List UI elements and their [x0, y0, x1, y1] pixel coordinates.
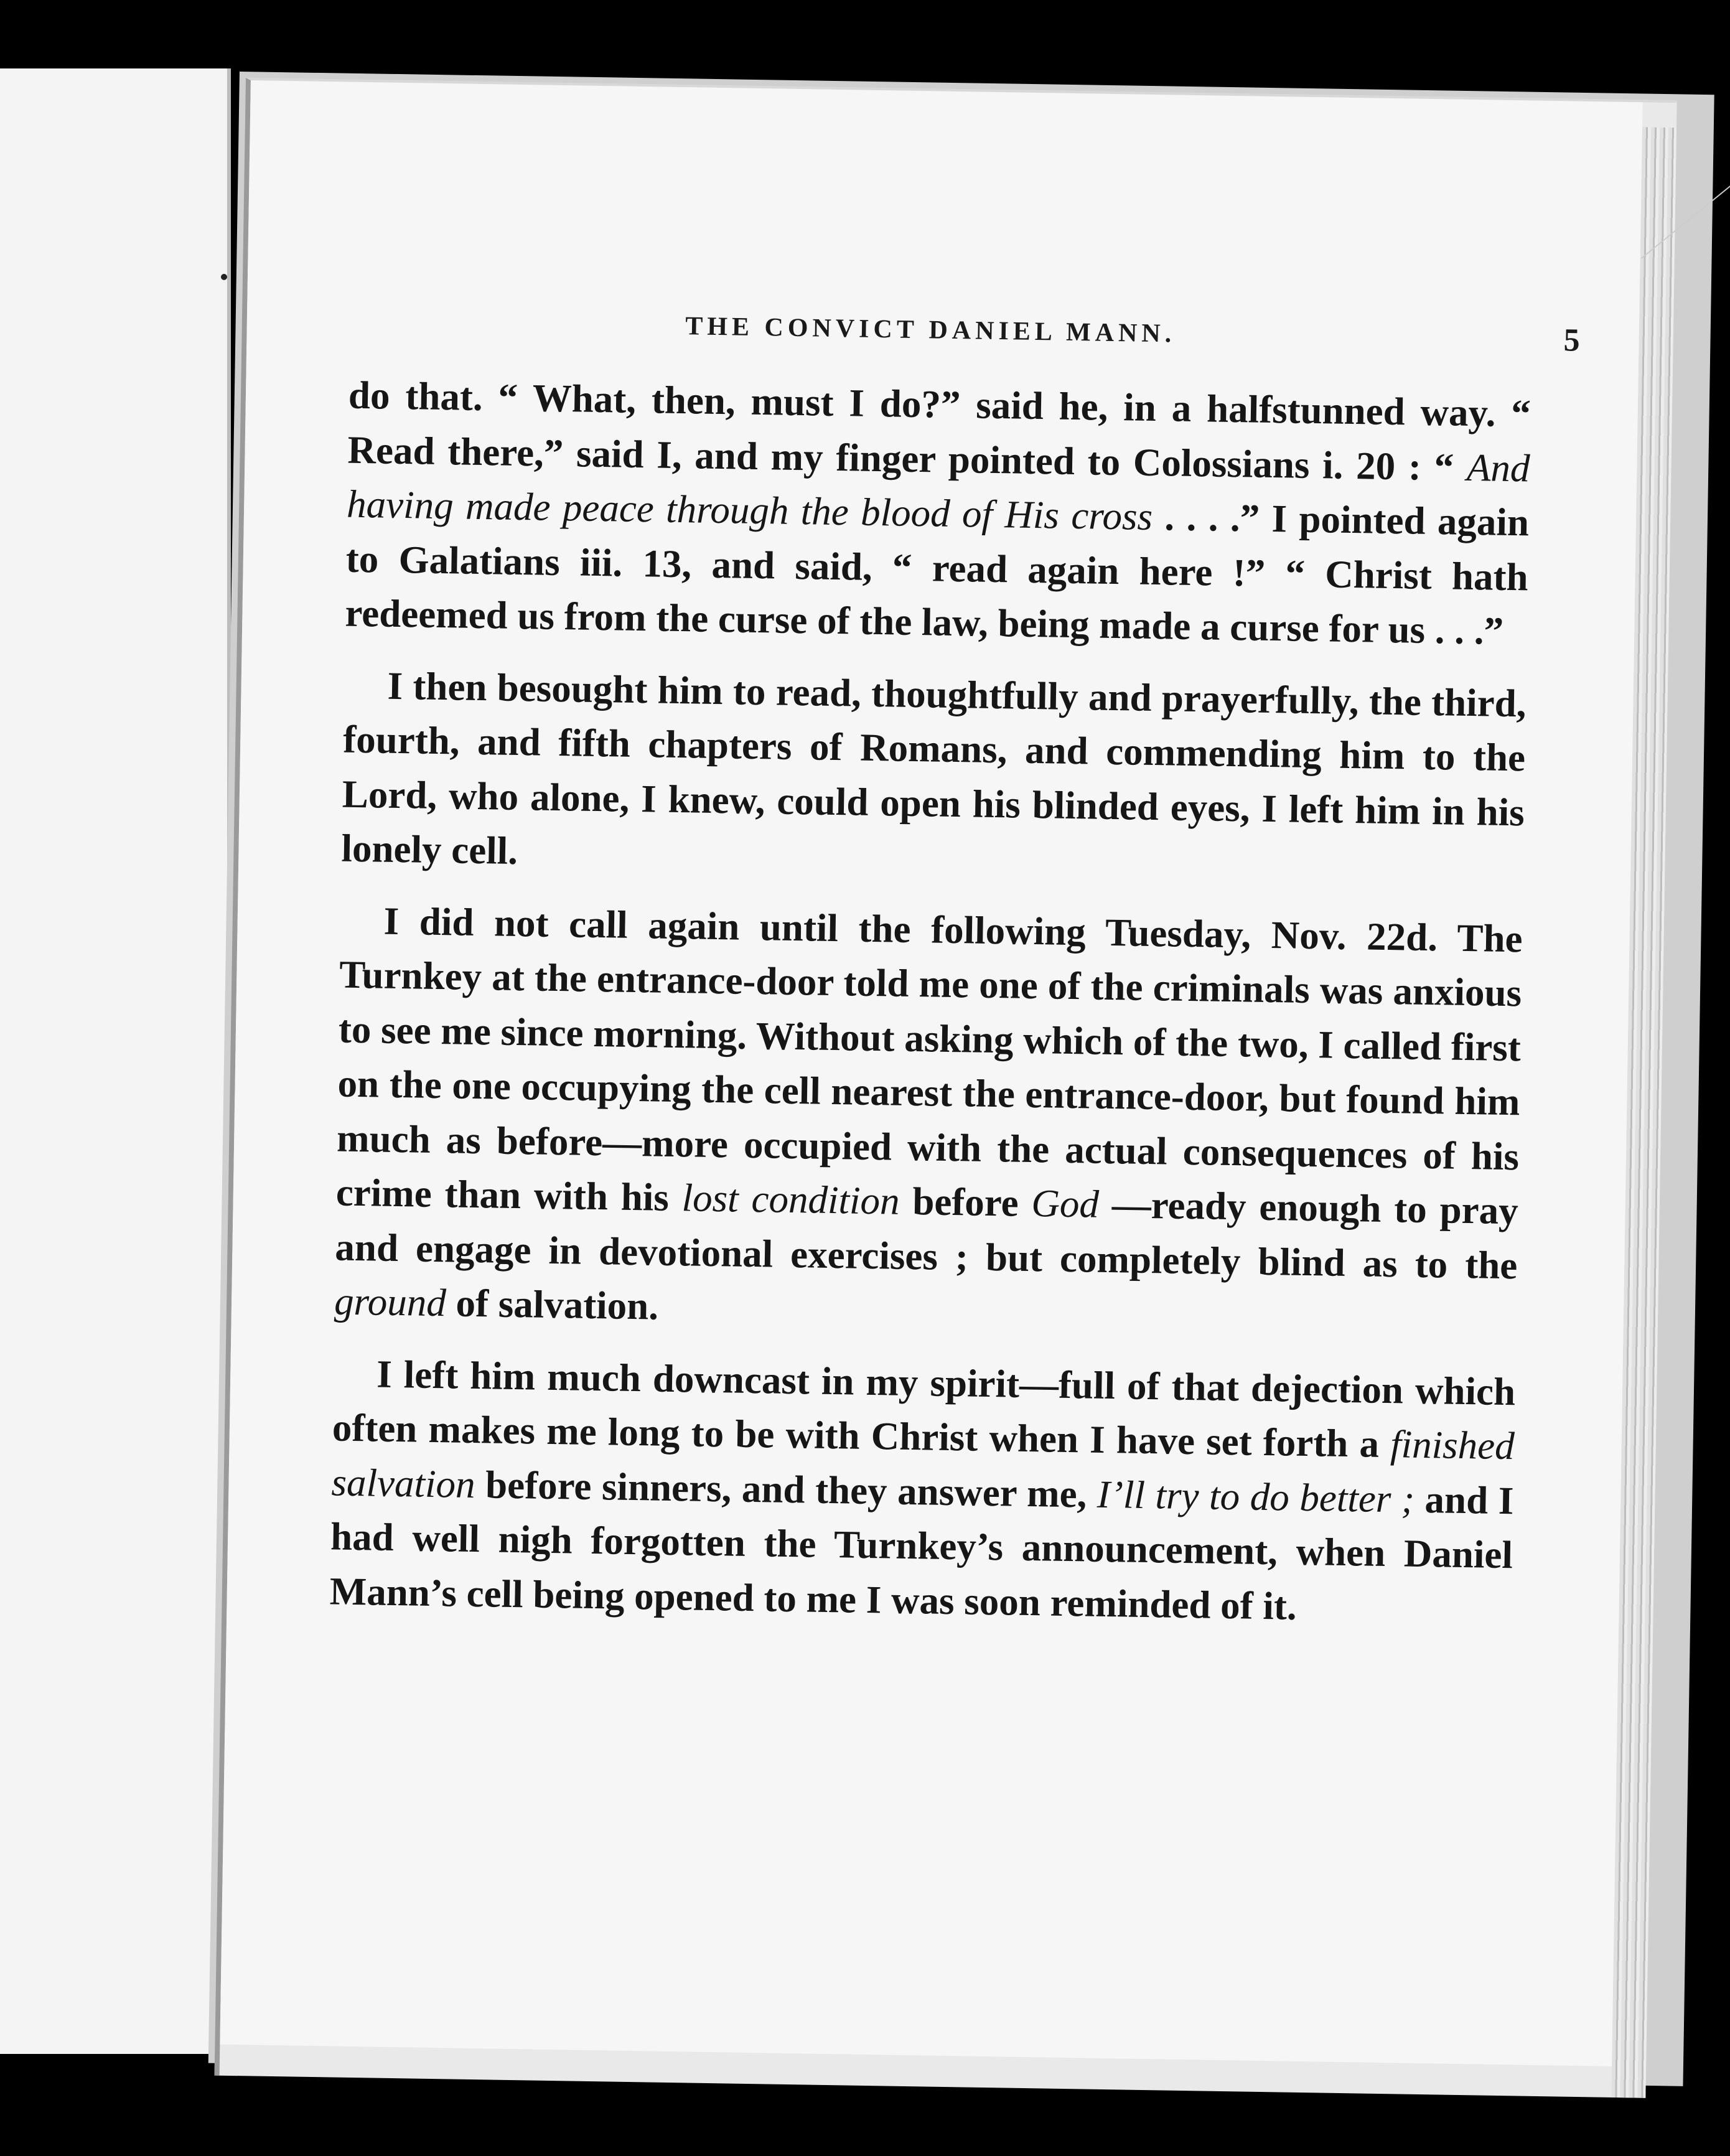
- paragraph: [334, 893, 1523, 1348]
- italic-phrase: finished salvation: [331, 1422, 1515, 1506]
- italic-phrase: lost condition: [681, 1176, 900, 1223]
- italic-phrase: And having made peace through the blood of His cross: [346, 445, 1530, 538]
- text-run: . . . .” I pointed again to Galatians iii. 13, and said, “ read again here !” “ Christ hath redeemed us from the curse of the law, being made a curse for us . . .”: [344, 494, 1530, 653]
- text-run: before: [899, 1179, 1032, 1226]
- running-head: THE CONVICT DANIEL MANN.: [685, 312, 1176, 349]
- text-run: I did not call again until the following Tuesday, Nov. 22d. The Turnkey at the entrance-door told me one of the criminals was anxious to see me since morning. Without asking which of the two, I called first on the one occupying the cell nearest the entrance-door, but found him much as before—more occupied with the actual consequences of his crime than with his: [335, 899, 1523, 1220]
- text-run: I then besought him to read, thoughtfully and prayerfully, the third, fourth, and fifth chapters of Romans, and commending him to the Lord, who alone, I knew, could open his blinded eyes, I left him in his lonely cell.: [341, 663, 1527, 873]
- text-run: —ready enough to pray and engage in devotional exercises ; but completely blind as to the: [334, 1182, 1519, 1287]
- text-run: and I had well nigh forgotten the Turnkey’s announcement, when Daniel Mann’s cell being opened to me I was soon reminded of it.: [329, 1477, 1514, 1628]
- italic-phrase: God: [1031, 1181, 1100, 1226]
- italic-phrase: I’ll try to do better ;: [1096, 1472, 1415, 1521]
- facing-page-blank: [0, 68, 231, 2054]
- paragraph: [345, 368, 1531, 659]
- paragraph: [329, 1346, 1516, 1637]
- book-page: [215, 78, 1677, 2098]
- text-run: do that. “ What, then, must I do?” said he, in a halfstunned way. “ Read there,” said I, and my finger pointed to Colossians i. 20 : “: [347, 373, 1531, 489]
- text-run: I left him much downcast in my spirit—full of that dejection which often makes me long to be with Christ when I have set forth a: [332, 1352, 1516, 1466]
- italic-phrase: ground: [334, 1279, 447, 1325]
- paragraph: [341, 658, 1527, 894]
- margin-speck: [221, 274, 227, 280]
- body-text: [329, 368, 1531, 1655]
- text-run: of salvation.: [446, 1281, 659, 1328]
- text-run: before sinners, and they answer me,: [475, 1462, 1098, 1516]
- page-number: 5: [1563, 322, 1581, 359]
